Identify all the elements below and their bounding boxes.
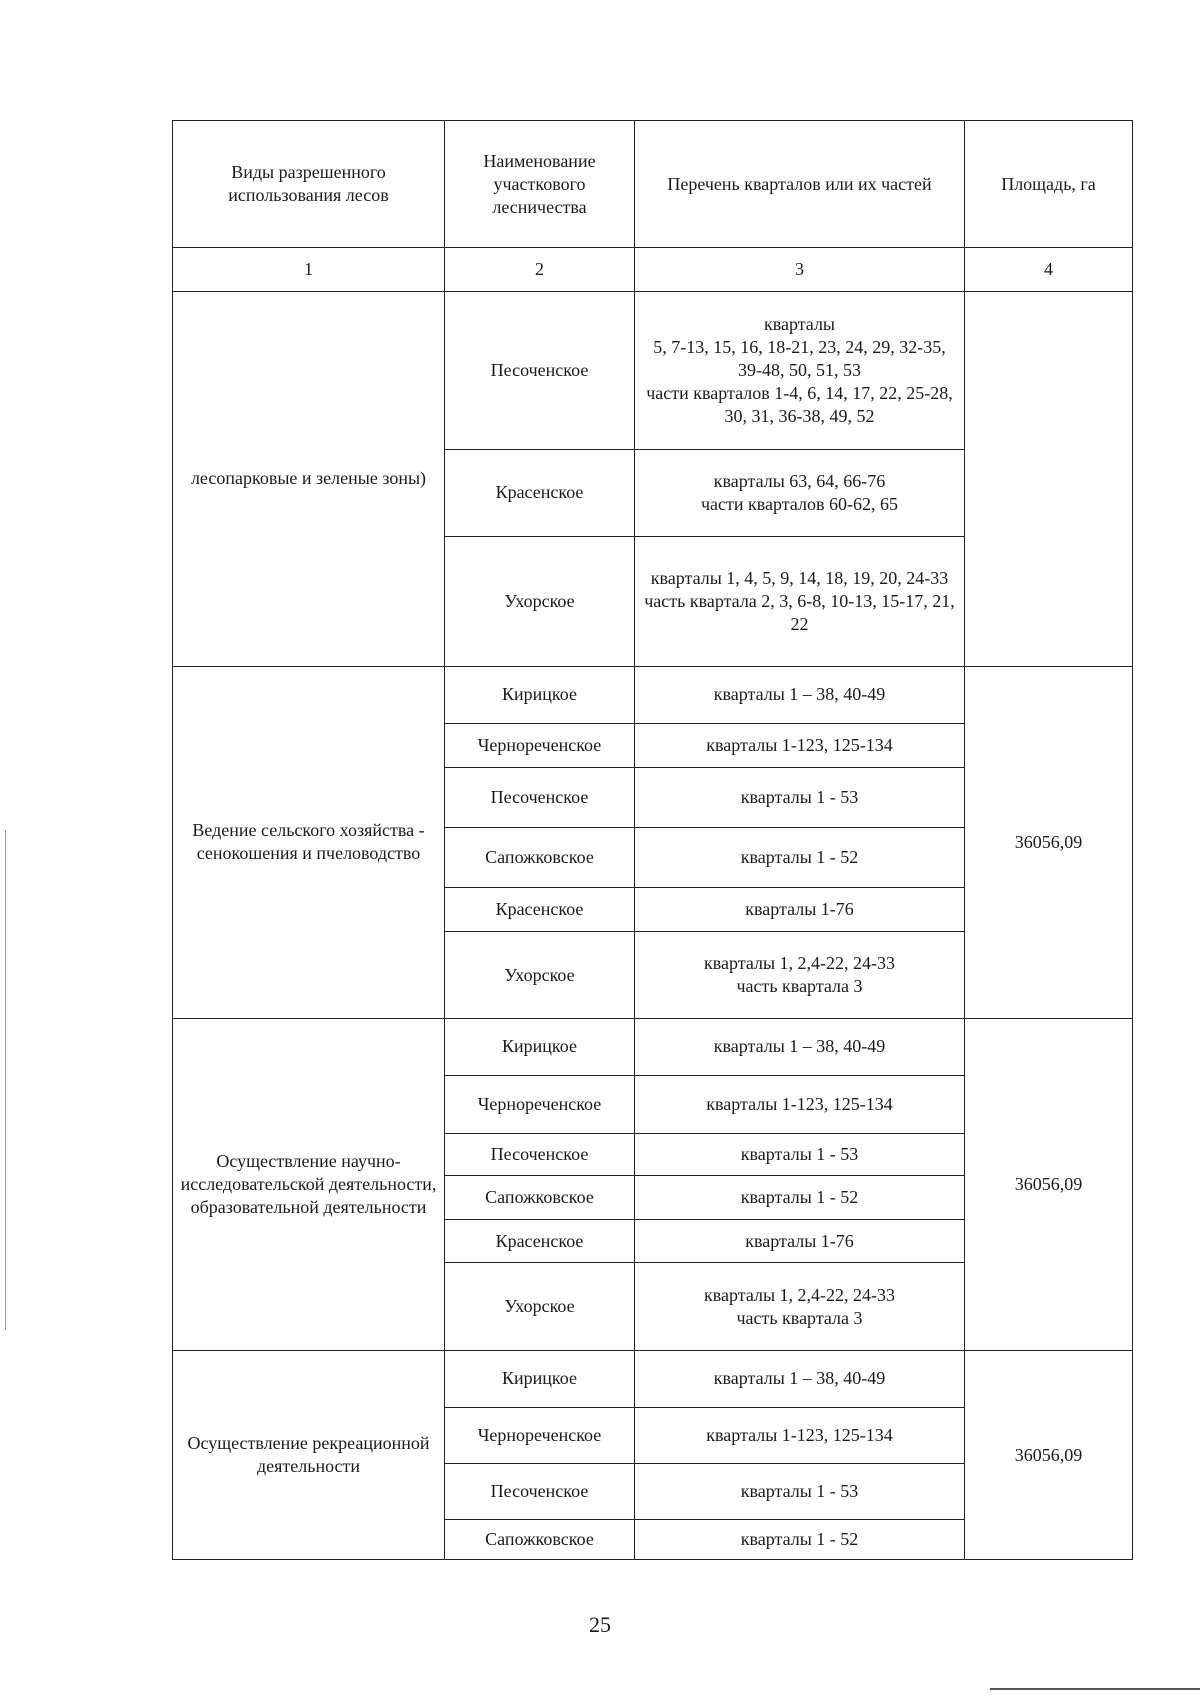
forestry-cell: Сапожковское	[445, 828, 635, 888]
column-number: 2	[445, 248, 635, 292]
forestry-cell: Чернореченское	[445, 723, 635, 767]
forestry-cell: Кирицкое	[445, 666, 635, 723]
forestry-cell: Сапожковское	[445, 1176, 635, 1220]
quarters-cell: кварталы 1-123, 125-134	[635, 723, 965, 767]
use-type-cell: Осуществление научно-исследовательской деятельности, образовательной деятельности	[173, 1018, 445, 1351]
column-number: 3	[635, 248, 965, 292]
quarters-cell: кварталы 1, 2,4-22, 24-33 часть квартала 3	[635, 932, 965, 1018]
area-cell: 36056,09	[965, 1018, 1133, 1351]
column-number: 1	[173, 248, 445, 292]
table-row	[173, 666, 1133, 723]
column-number-row	[173, 248, 1133, 292]
forestry-cell: Красенское	[445, 1220, 635, 1263]
quarters-cell: кварталы 1 – 38, 40-49	[635, 1018, 965, 1075]
quarters-cell: кварталы 1, 4, 5, 9, 14, 18, 19, 20, 24-33 часть квартала 2, 3, 6-8, 10-13, 15-17, 21, 22	[635, 536, 965, 666]
quarters-cell: кварталы 1-123, 125-134	[635, 1407, 965, 1463]
quarters-cell: кварталы 1 - 52	[635, 1176, 965, 1220]
area-cell: 36056,09	[965, 1351, 1133, 1560]
forestry-cell: Песоченское	[445, 1133, 635, 1175]
scan-edge-line	[990, 1688, 1200, 1690]
page-number: 25	[589, 1612, 611, 1637]
quarters-cell: кварталы 1-76	[635, 888, 965, 932]
header-forestry-name: Наименование участкового лесничества	[445, 121, 635, 248]
forestry-cell: Песоченское	[445, 1463, 635, 1519]
header-quarters-list: Перечень кварталов или их частей	[635, 121, 965, 248]
scan-edge-line	[5, 830, 6, 1330]
forestry-cell: Чернореченское	[445, 1075, 635, 1133]
header-row	[173, 121, 1133, 248]
area-cell: 36056,09	[965, 666, 1133, 1018]
header-use-type: Виды разрешенного использования лесов	[173, 121, 445, 248]
forestry-cell: Ухорское	[445, 1263, 635, 1351]
quarters-cell: кварталы 1 – 38, 40-49	[635, 1351, 965, 1407]
quarters-cell: кварталы 1 – 38, 40-49	[635, 666, 965, 723]
use-type-cell: Осуществление рекреационной деятельности	[173, 1351, 445, 1560]
quarters-cell: кварталы 1 - 52	[635, 828, 965, 888]
quarters-cell: кварталы 1-76	[635, 1220, 965, 1263]
quarters-cell: кварталы 1 - 53	[635, 1463, 965, 1519]
header-area: Площадь, га	[965, 121, 1133, 248]
column-number: 4	[965, 248, 1133, 292]
table-row	[173, 1018, 1133, 1075]
use-type-cell: лесопарковые и зеленые зоны)	[173, 292, 445, 667]
forestry-cell: Кирицкое	[445, 1351, 635, 1407]
quarters-cell: кварталы 1 - 52	[635, 1519, 965, 1559]
forest-use-table	[172, 120, 1133, 1560]
forestry-cell: Красенское	[445, 450, 635, 536]
use-type-cell: Ведение сельского хозяйства - сенокошения и пчеловодство	[173, 666, 445, 1018]
quarters-cell: кварталы 1 - 53	[635, 1133, 965, 1175]
quarters-cell: кварталы 63, 64, 66-76 части кварталов 60-62, 65	[635, 450, 965, 536]
table-row	[173, 1351, 1133, 1407]
quarters-cell: кварталы 1, 2,4-22, 24-33 часть квартала 3	[635, 1263, 965, 1351]
forestry-cell: Красенское	[445, 888, 635, 932]
forestry-cell: Песоченское	[445, 292, 635, 450]
forestry-cell: Песоченское	[445, 768, 635, 828]
area-cell	[965, 292, 1133, 667]
quarters-cell: кварталы 1 - 53	[635, 768, 965, 828]
forestry-cell: Ухорское	[445, 932, 635, 1018]
forestry-cell: Ухорское	[445, 536, 635, 666]
forestry-cell: Кирицкое	[445, 1018, 635, 1075]
quarters-cell: кварталы 1-123, 125-134	[635, 1075, 965, 1133]
forestry-cell: Сапожковское	[445, 1519, 635, 1559]
forestry-cell: Чернореченское	[445, 1407, 635, 1463]
table-row	[173, 292, 1133, 450]
quarters-cell: кварталы 5, 7-13, 15, 16, 18-21, 23, 24, 29, 32-35, 39-48, 50, 51, 53 части кварталов 1-4, 6, 14, 17, 22, 25-28, 30, 31, 36-38, 49, 52	[635, 292, 965, 450]
